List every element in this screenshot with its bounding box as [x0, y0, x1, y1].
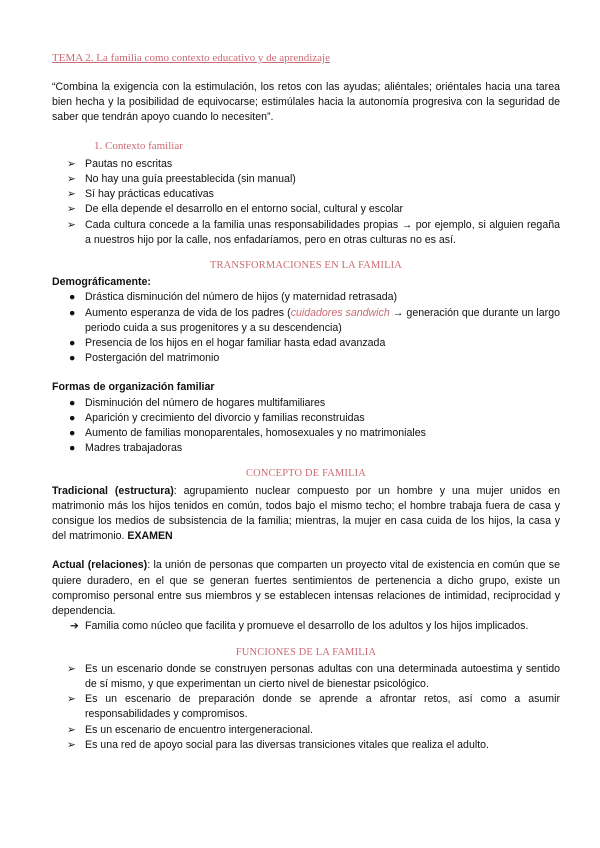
dot-bullet-icon: ●: [69, 427, 76, 440]
dot-bullet-icon: ●: [69, 411, 76, 424]
list-item: ➔ Familia como núcleo que facilita y promueve el desarrollo de los adultos y los hijos implicados.: [52, 619, 560, 634]
document-page: [52, 50, 560, 753]
tradicional-label: Tradicional (estructura): [52, 484, 174, 497]
actual-list: [52, 619, 560, 634]
actual-label: Actual (relaciones): [52, 559, 148, 572]
arrow-bullet-icon: ➢: [67, 157, 76, 170]
list-item: ● Postergación del matrimonio: [52, 351, 560, 366]
right-arrow-icon: ➔: [70, 620, 79, 633]
dot-bullet-icon: ●: [69, 306, 76, 319]
dot-bullet-icon: ●: [69, 352, 76, 365]
document-title: TEMA 2. La familia como contexto educativo y de aprendizaje: [52, 52, 330, 64]
dot-bullet-icon: ●: [69, 442, 76, 455]
arrow-bullet-icon: ➢: [67, 173, 76, 186]
list-item: ➢ Cada cultura concede a la familia unas responsabilidades propias → por ejemplo, si alguien regaña a nuestros hijo por la calle, nos enfadaríamos, pero en otras culturas no es así.: [67, 218, 560, 246]
list-item: ➢ Es un escenario de encuentro intergeneracional.: [52, 723, 560, 738]
arrow-bullet-icon: ➢: [67, 188, 76, 201]
intro-quote: “Combina la exigencia con la estimulación, los retos con las ayudas; aliéntales; oriéntales hacia una tarea bien hecha y la posibilidad de equivocarse; estimúlales hacia la autonomía progresiva con la seguridad de saber que tendrán apoyo cuando lo necesiten”.: [52, 81, 560, 124]
demograficamente-label: Demográficamente:: [52, 276, 151, 289]
list-item: ● Aparición y crecimiento del divorcio y familias reconstruidas: [52, 411, 560, 426]
demograficamente-list: [52, 290, 560, 366]
formas-label: Formas de organización familiar: [52, 381, 215, 394]
list-item: ➢ Pautas no escritas: [52, 157, 560, 172]
arrow-bullet-icon: ➢: [67, 693, 76, 706]
actual-paragraph: Actual (relaciones): la unión de personas que comparten un proyecto vital de existencia en común que se quiere duradero, en el que se generan fuertes sentimientos de pertenencia a dicho grupo, existe un compromiso personal entre sus miembros y se establecen intensas relaciones de intimidad, reciprocidad y dependencia.: [52, 559, 560, 618]
list-item: ➢ Es una red de apoyo social para las diversas transiciones vitales que realiza el adulto.: [52, 738, 560, 753]
list-item: ➢ Sí hay prácticas educativas: [52, 187, 560, 202]
arrow-bullet-icon: ➢: [67, 203, 76, 216]
dot-bullet-icon: ●: [69, 396, 76, 409]
list-item: ➢ Es un escenario de preparación donde se aprende a afrontar retos, así como a asumir responsabilidades y compromisos.: [67, 693, 560, 721]
arrow-bullet-icon: ➢: [67, 218, 76, 231]
formas-list: [52, 396, 560, 457]
list-item: ➢ No hay una guía preestablecida (sin manual): [52, 172, 560, 187]
arrow-bullet-icon: ➢: [67, 738, 76, 751]
list-item: ● Aumento de familias monoparentales, homosexuales y no matrimoniales: [52, 426, 560, 441]
list-item: ➢ Es un escenario donde se construyen personas adultas con una determinada autoestima y sentido de sí mismo, y que experimentan un cierto nivel de bienestar psicológico.: [67, 662, 560, 690]
transformaciones-heading: TRANSFORMACIONES EN LA FAMILIA: [210, 260, 402, 272]
tradicional-paragraph: Tradicional (estructura): agrupamiento nuclear compuesto por un hombre y una mujer unidos en matrimonio más los hijos tenidos en común, todos bajo el mismo techo; el hombre trabaja fuera de casa y consigue los medios de subsistencia de la familia; mientras, la mujer en casa cuida de los hijos, la casa y del matrimonio. EXAMEN: [52, 484, 560, 543]
list-item: ● Disminución del número de hogares multifamiliares: [52, 396, 560, 411]
concepto-heading: CONCEPTO DE FAMILIA: [245, 468, 367, 480]
examen-tag: EXAMEN: [127, 530, 173, 543]
arrow-bullet-icon: ➢: [67, 662, 76, 675]
contexto-heading: 1. Contexto familiar: [94, 139, 183, 152]
cuidadores-sandwich-term: cuidadores sandwich: [290, 306, 390, 319]
contexto-list: [52, 157, 560, 248]
list-item: ● Drástica disminución del número de hijos (y maternidad retrasada): [52, 290, 560, 305]
list-item: ➢ De ella depende el desarrollo en el entorno social, cultural y escolar: [52, 202, 560, 217]
dot-bullet-icon: ●: [69, 291, 76, 304]
list-item: ● Madres trabajadoras: [52, 441, 560, 456]
arrow-bullet-icon: ➢: [67, 723, 76, 736]
dot-bullet-icon: ●: [69, 337, 76, 350]
list-item: ● Aumento esperanza de vida de los padres (cuidadores sandwich → generación que durante un largo periodo cuida a sus progenitores y a su descendencia): [69, 306, 560, 334]
list-item: ● Presencia de los hijos en el hogar familiar hasta edad avanzada: [52, 336, 560, 351]
funciones-heading: FUNCIONES DE LA FAMILIA: [235, 646, 377, 658]
funciones-list: [52, 662, 560, 753]
